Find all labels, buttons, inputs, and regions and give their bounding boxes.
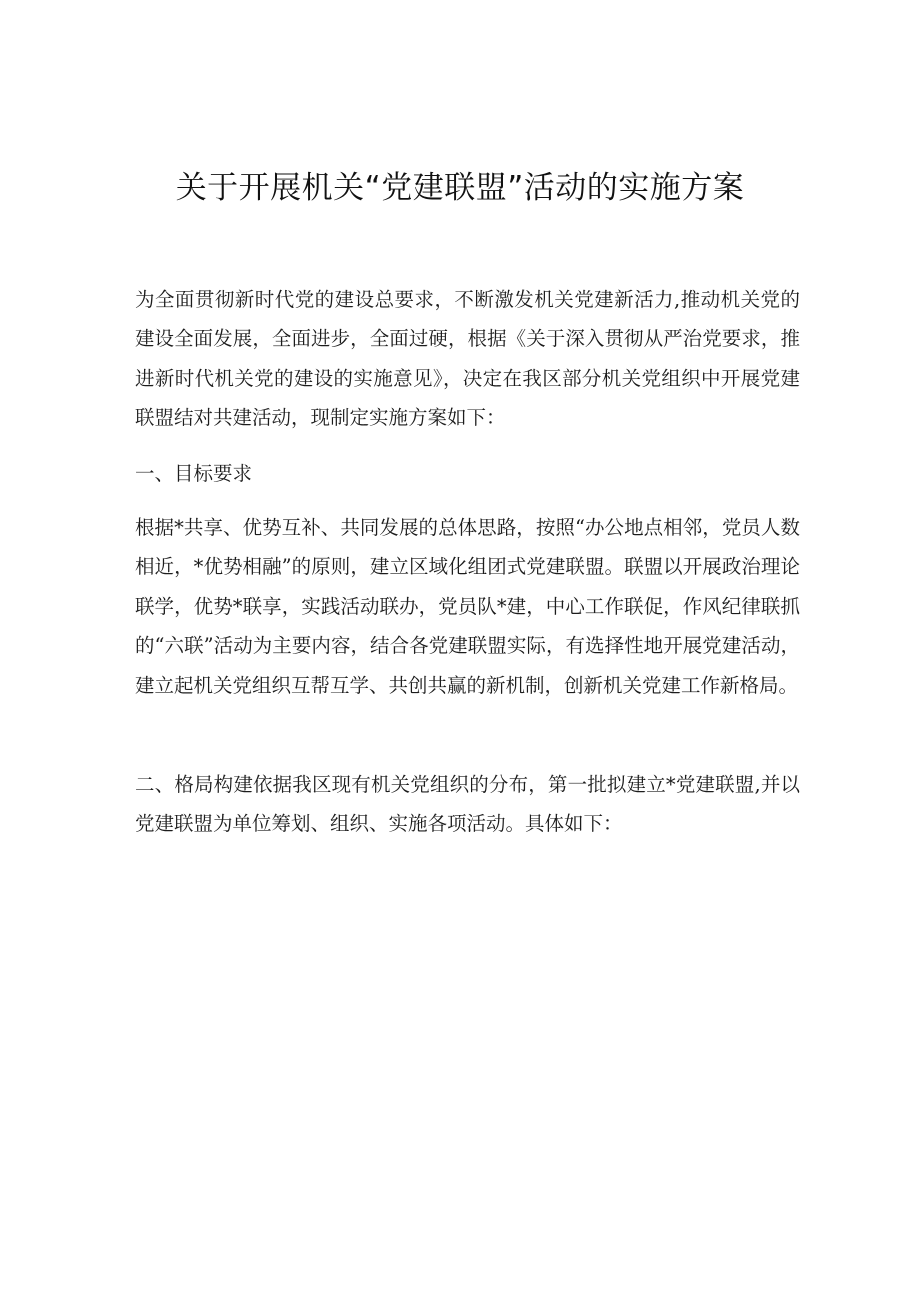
intro-paragraph: 为全面贯彻新时代党的建设总要求，不断激发机关党建新活力,推动机关党的建设全面发展，全面进步，全面过硬，根据《关于深入贯彻从严治党要求，推进新时代机关党的建设的实施意见》，决定在我区部分机关党组织中开展党建联盟结对共建活动，现制定实施方案如下： (135, 288, 800, 430)
goals-paragraph: 根据*共享、优势互补、共同发展的总体思路，按照“办公地点相邻，党员人数相近，*优势相融”的原则，建立区域化组团式党建联盟。联盟以开展政治理论联学，优势*联享，实践活动联办，党员队*建，中心工作联促，作风纪律联抓的“六联”活动为主要内容，结合各党建联盟实际，有选择性地开展党建活动，建立起机关党组织互帮互学、共创共赢的新机制，创新机关党建工作新格局。 (135, 516, 800, 697)
section-heading-goals: 一、目标要求 (135, 462, 253, 485)
structure-paragraph: 二、格局构建依据我区现有机关党组织的分布，第一批拟建立*党建联盟,并以党建联盟为单位筹划、组织、实施各项活动。具体如下： (135, 773, 800, 836)
document-title: 关于开展机关“党建联盟”活动的实施方案 (175, 170, 745, 206)
